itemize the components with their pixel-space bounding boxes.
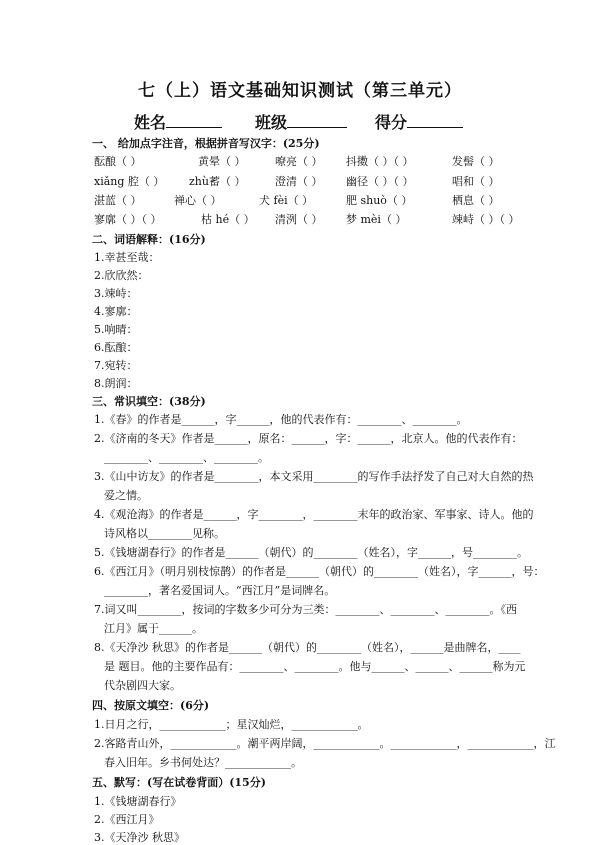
name-field: [134, 110, 222, 133]
pinyin-item: 抖擞（ ）（ ）: [346, 155, 414, 168]
score-label: 得分: [375, 113, 408, 132]
definition-item: 5.响晴：: [94, 323, 138, 336]
fill-line: 4.《观沧海》的作者是______，字________，________末年的政治家、军事家、诗人。他的: [94, 508, 534, 521]
class-label: 班级: [255, 113, 288, 132]
poem-line: 2.客路青山外，____________。潮平两岸阔，____________。____________，____________，江: [94, 737, 556, 750]
pinyin-item: 禅心（ ）: [174, 194, 222, 207]
pinyin-item: xiǎng 腔（ ）: [94, 175, 165, 188]
pinyin-item: 湛蓝（ ）: [94, 194, 142, 207]
section2-heading: 二、词语解释：(16分): [92, 233, 206, 246]
pinyin-item: 犬 fèi（ ）: [259, 194, 314, 207]
pinyin-item: 栖息（ ）: [452, 194, 500, 207]
fill-line: 爱之情。: [104, 489, 148, 502]
pinyin-item: 澄清（ ）: [275, 175, 323, 188]
fill-line: 8.《天净沙 秋思》的作者是______（朝代）的________（姓名），______是曲牌名，____: [94, 641, 521, 654]
pinyin-item: zhù蓄（ ）: [189, 175, 246, 188]
dictation-item: 2.《西江月》: [94, 813, 160, 826]
dictation-item: 3.《天净沙 秋思》: [94, 831, 185, 844]
score-blank: [407, 113, 463, 128]
class-field: [255, 110, 347, 133]
fill-line: 江月》属于______。: [104, 622, 203, 635]
fill-line: 6.《西江月》（明月别枝惊鹊）的作者是______（朝代）的________（姓名），字______，号：: [94, 565, 545, 578]
fill-line: 是 题目。他的主要作品有：________、________。他与______、______、______称为元: [104, 660, 526, 673]
pinyin-item: 幽径（ ）（ ）: [346, 175, 414, 188]
pinyin-item: 发髻（ ）: [452, 155, 500, 168]
definition-item: 3.竦峙：: [94, 287, 138, 300]
fill-line: 7.词又叫________，按词的字数多少可分为三类：________、________、________。《西: [94, 603, 517, 616]
definition-item: 2.欣欣然：: [94, 269, 149, 282]
fill-line: 诗风格以________见称。: [104, 527, 225, 540]
pinyin-item: 梦 mèi（ ）: [346, 213, 407, 226]
pinyin-item: 唱和（ ）: [452, 175, 500, 188]
fill-line: ________，著名爱国词人。“西江月”是词牌名。: [104, 584, 336, 597]
section4-heading: 四、按原文填空：(6分): [92, 699, 210, 712]
definition-item: 4.寥廓：: [94, 305, 138, 318]
name-blank: [166, 113, 222, 128]
score-field: [375, 110, 463, 133]
page-title: 七（上）语文基础知识测试（第三单元）: [138, 81, 462, 101]
section5-heading: 五、默写：(写在试卷背面）(15分): [92, 776, 266, 789]
fill-line: 3.《山中访友》的作者是________，本文采用________的写作手法抒发了自己对大自然的热: [94, 470, 534, 483]
pinyin-item: 肥 shuò（ ）: [346, 194, 413, 207]
class-blank: [287, 113, 347, 128]
section3-heading: 三、常识填空：(38分): [92, 395, 206, 408]
fill-line: ________、________、________。: [104, 451, 269, 464]
pinyin-item: 竦峙（ ）（ ）: [452, 213, 520, 226]
pinyin-item: 酝酿（ ）: [94, 155, 142, 168]
definition-item: 6.酝酿：: [94, 341, 138, 354]
poem-line: 1.日月之行，____________；星汉灿烂，____________。: [94, 718, 369, 731]
definition-item: 8.朗润：: [94, 377, 138, 390]
pinyin-item: 寥廓（ ）（ ）: [94, 213, 162, 226]
fill-line: 代杂剧四大家。: [104, 679, 181, 692]
definition-item: 1.幸甚至哉：: [94, 251, 160, 264]
poem-line: 春入旧年。乡书何处达？____________。: [104, 756, 302, 769]
name-label: 姓名: [134, 113, 167, 132]
pinyin-item: 黄晕（ ）: [198, 155, 246, 168]
definition-item: 7.宛转：: [94, 359, 138, 372]
fill-line: 5.《钱塘湖春行》的作者是______（朝代）的________（姓名），字______，号________。: [94, 546, 528, 559]
pinyin-item: 嘹亮（ ）: [275, 155, 323, 168]
pinyin-item: 清洌（ ）: [275, 213, 323, 226]
fill-line: 2.《济南的冬天》作者是______，原名：______，字：______，北京人。他的代表作有：: [94, 432, 523, 445]
section1-heading: 一、 给加点字注音，根据拼音写汉字：(25分): [92, 137, 320, 150]
dictation-item: 1.《钱塘湖春行》: [94, 795, 182, 808]
pinyin-item: 枯 hé（ ）: [201, 213, 255, 226]
fill-line: 1.《春》的作者是______，字______，他的代表作有：________、________。: [94, 413, 468, 426]
